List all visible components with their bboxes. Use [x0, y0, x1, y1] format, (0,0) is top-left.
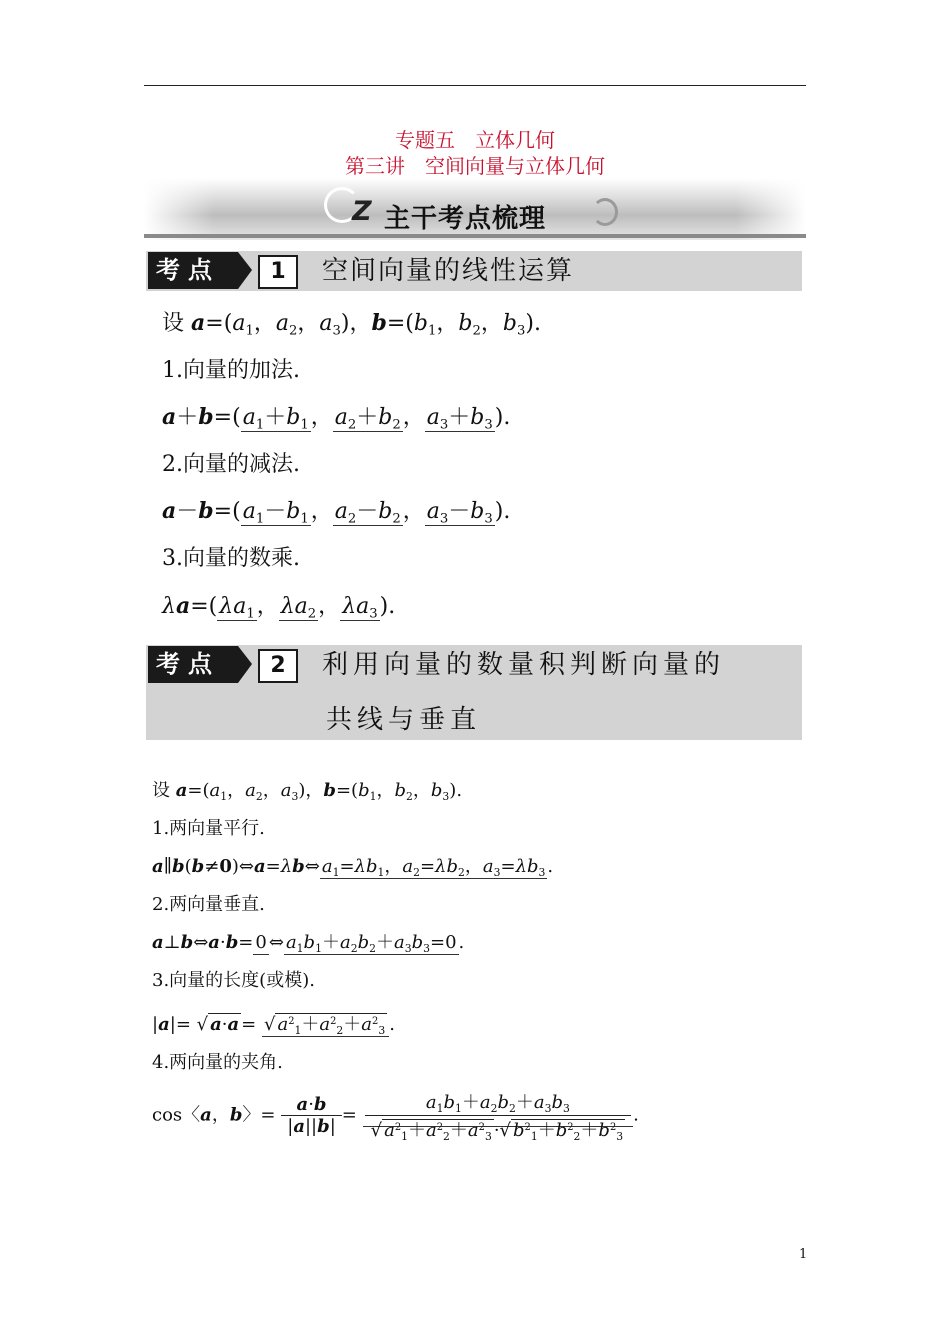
def-line: 设 $a=(a_1$，$a_2$，$a_3$)，$b=(b_1$，$b_2$，$b_3$).	[162, 310, 541, 339]
doc-subtitle: 第三讲 空间向量与立体几何	[345, 154, 605, 178]
formula-add: $a+b=(a_1+b_1$，$a_2+b_2$，$a_3+b_3$).	[162, 404, 511, 433]
formula-length: |a|= √ a·a = √ $a^2_1+a^2_2+a^2_3$ .	[152, 1014, 395, 1037]
section-banner	[144, 178, 806, 240]
banner-z-letter: Z	[352, 196, 372, 227]
item-heading: 4.两向量的夹角.	[152, 1052, 283, 1073]
curl-icon	[592, 198, 618, 226]
kaodian-title-cont: 共线与垂直	[326, 705, 482, 735]
kaodian-label: 考点	[148, 252, 238, 289]
page-number: 1	[799, 1247, 808, 1262]
item-heading: 1.向量的加法.	[162, 358, 300, 383]
kaodian-number: 2	[258, 649, 298, 683]
item-heading: 2.两向量垂直.	[152, 894, 265, 915]
banner-text: 主干考点梳理	[384, 204, 547, 234]
item-heading: 3.向量的长度(或模).	[152, 970, 315, 991]
arrow-icon	[238, 646, 252, 683]
arrow-icon	[238, 252, 252, 289]
formula-sub: $a-b=(a_1-b_1$，$a_2-b_2$，$a_3-b_3$).	[162, 498, 511, 527]
doc-title: 专题五 立体几何	[395, 128, 555, 152]
header-rule	[144, 85, 806, 86]
kaodian-number: 1	[258, 255, 298, 289]
item-heading: 2.向量的减法.	[162, 452, 300, 477]
kaodian-label: 考点	[148, 646, 238, 683]
kaodian-2-header	[146, 645, 802, 740]
item-heading: 3.向量的数乘.	[162, 546, 300, 571]
formula-perpendicular: a⊥b⇔a·b= 0 ⇔ $a_1b_1+a_2b_2+a_3b_3=0$ .	[152, 932, 465, 955]
kaodian-1-header	[146, 251, 802, 291]
item-heading: 1.两向量平行.	[152, 818, 265, 839]
formula-parallel: a∥b(b≠0)⇔a=λb⇔ $a_1=\lambda b_1$，$a_2=\lambda b_2$，$a_3=\lambda b_3$ .	[152, 856, 554, 879]
formula-scalar: $\lambda a=(\lambda a_1$，$\lambda a_2$，$\lambda a_3$).	[162, 593, 396, 622]
kaodian-title: 空间向量的线性运算	[322, 256, 575, 286]
def-line: 设 $a=(a_1$，$a_2$，$a_3$)，$b=(b_1$，$b_2$，$b_3$).	[152, 780, 463, 803]
formula-cosine: cos〈a，b〉= $\frac{a\cdot b}{|a||b|}$ = $\frac{a_1b_1+a_2b_2+a_3b_3}{√ a^2_1+a^2_2+a^2_3 \cdot√ b^2_1+b^2_2+b^2_3}$ .	[152, 1088, 639, 1143]
kaodian-title: 利用向量的数量积判断向量的	[322, 650, 726, 680]
